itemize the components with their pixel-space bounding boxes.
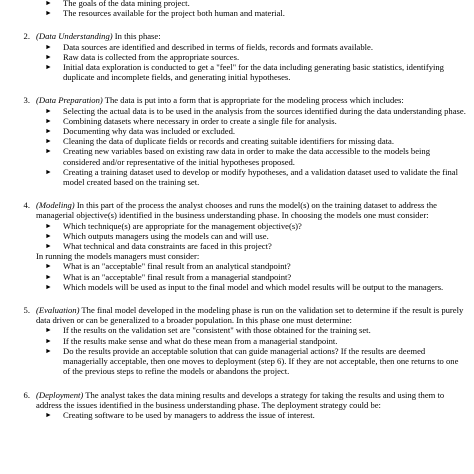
- step-data-preparation: [12, 95, 466, 187]
- list-item: ► Cleaning the data of duplicate fields or records and creating suitable identifiers for missing data.: [45, 136, 394, 147]
- step-description: The data is put into a form that is appropriate for the modeling process which includes:: [102, 95, 404, 106]
- step-number: 2.: [23, 31, 30, 42]
- list-item: ► The resources available for the project both human and material.: [45, 8, 285, 19]
- step-title: (Data Understanding): [36, 31, 113, 42]
- list-item: ► If the results make sense and what do these mean from a managerial standpoint.: [45, 335, 338, 346]
- list-item: ► Initial data exploration is conducted to get a "feel" for the data including generating basic statistics, identifying duplicate and incomplete fields, and generating initial hypotheses.: [45, 62, 444, 83]
- step-description: In this phase:: [112, 31, 161, 42]
- list-item: ► Which technique(s) are appropriate for the management objective(s)?: [45, 220, 302, 231]
- list-item: ► Creating software to be used by managers to address the issue of interest.: [45, 409, 315, 420]
- step-number: 4.: [23, 200, 30, 211]
- step-title: (Modeling): [36, 200, 75, 211]
- arrow-bullet-icon: ►: [45, 42, 52, 51]
- step-bullet-list: [12, 221, 466, 252]
- list-item: ► Documenting why data was included or excluded.: [45, 126, 236, 137]
- step-deployment: [12, 390, 466, 421]
- step-description: In this part of the process the analyst chooses and runs the model(s) on the training dataset to address the managerial objective(s) identified in the business understanding phase. In choosing the models one must consider:: [36, 200, 437, 221]
- arrow-bullet-icon: ►: [45, 282, 52, 291]
- arrow-bullet-icon: ►: [45, 147, 52, 156]
- step-title: (Evaluation): [36, 305, 80, 316]
- arrow-bullet-icon: ►: [45, 410, 52, 419]
- step-bullet-list: [12, 261, 466, 292]
- list-item: ► The goals of the data mining project.: [45, 0, 190, 8]
- arrow-bullet-icon: ►: [45, 167, 52, 176]
- step-description: The final model developed in the modeling phase is run on the validation set to determine if the result is purely data driven or can be generalized to a broader population. In this phase one must determine:: [36, 305, 464, 326]
- list-item: ► Raw data is collected from the appropriate sources.: [45, 51, 240, 62]
- list-item: ► What is an "acceptable" final result from a managerial standpoint?: [45, 271, 292, 282]
- list-item: ► Which models will be used as input to the final model and which model results will be output to the managers.: [45, 281, 444, 292]
- arrow-bullet-icon: ►: [45, 231, 52, 240]
- step-bullet-list: [12, 410, 466, 420]
- arrow-bullet-icon: ►: [45, 262, 52, 271]
- list-item: ► What is an "acceptable" final result from an analytical standpoint?: [45, 261, 291, 272]
- step-data-understanding: [12, 31, 466, 82]
- arrow-bullet-icon: ►: [45, 9, 52, 18]
- step-number: 3.: [23, 95, 30, 106]
- arrow-bullet-icon: ►: [45, 106, 52, 115]
- step-number: 5.: [23, 305, 30, 316]
- step-subheading: In running the models managers must consider:: [36, 251, 200, 262]
- arrow-bullet-icon: ►: [45, 137, 52, 146]
- step-bullet-list: [12, 42, 466, 83]
- list-item: ► Creating new variables based on existing raw data in order to make the data accessible to the models being considered and/or representative of the initial hypotheses proposed.: [45, 146, 431, 167]
- step-description: The analyst takes the data mining results and develops a strategy for taking the results and using them to address the issues identified in the business understanding phase. The deployment strategy could be:: [36, 389, 445, 410]
- step-title: (Deployment): [36, 389, 84, 400]
- step-title: (Data Preparation): [36, 95, 103, 106]
- list-item: ► What technical and data constraints are faced in this project?: [45, 241, 272, 252]
- arrow-bullet-icon: ►: [45, 242, 52, 251]
- list-item: ► Creating a training dataset used to develop or modify hypotheses, and a validation dataset used to validate the final model created based on the training set.: [45, 166, 458, 188]
- list-item: ► Selecting the actual data is to be used in the analysis from the sources identified during the data understanding phase.: [45, 105, 466, 116]
- step-number: 6.: [23, 389, 30, 400]
- intro-bullet-list: [12, 0, 466, 18]
- arrow-bullet-icon: ►: [45, 0, 52, 7]
- list-item: ► Data sources are identified and described in terms of fields, records and formats available.: [45, 41, 373, 52]
- arrow-bullet-icon: ►: [45, 346, 52, 355]
- list-item: ► Do the results provide an acceptable solution that can guide managerial actions? If the results are deemed managerially acceptable, then one moves to deployment (step 6). If they are not acceptable, then one returns to one of the previous steps to refine the models or abandons the project.: [45, 345, 459, 377]
- arrow-bullet-icon: ►: [45, 326, 52, 335]
- step-modeling: [12, 200, 466, 292]
- list-item: ► Which outputs managers using the models can and will use.: [45, 230, 269, 241]
- arrow-bullet-icon: ►: [45, 52, 52, 61]
- step-evaluation: [12, 305, 466, 376]
- arrow-bullet-icon: ►: [45, 221, 52, 230]
- arrow-bullet-icon: ►: [45, 336, 52, 345]
- step-bullet-list: [12, 106, 466, 188]
- list-item: ► If the results on the validation set are "consistent" with those obtained for the training set.: [45, 325, 371, 336]
- arrow-bullet-icon: ►: [45, 116, 52, 125]
- list-item: ► Combining datasets where necessary in order to create a single file for analysis.: [45, 115, 337, 126]
- arrow-bullet-icon: ►: [45, 272, 52, 281]
- arrow-bullet-icon: ►: [45, 127, 52, 136]
- arrow-bullet-icon: ►: [45, 63, 52, 72]
- step-bullet-list: [12, 325, 466, 376]
